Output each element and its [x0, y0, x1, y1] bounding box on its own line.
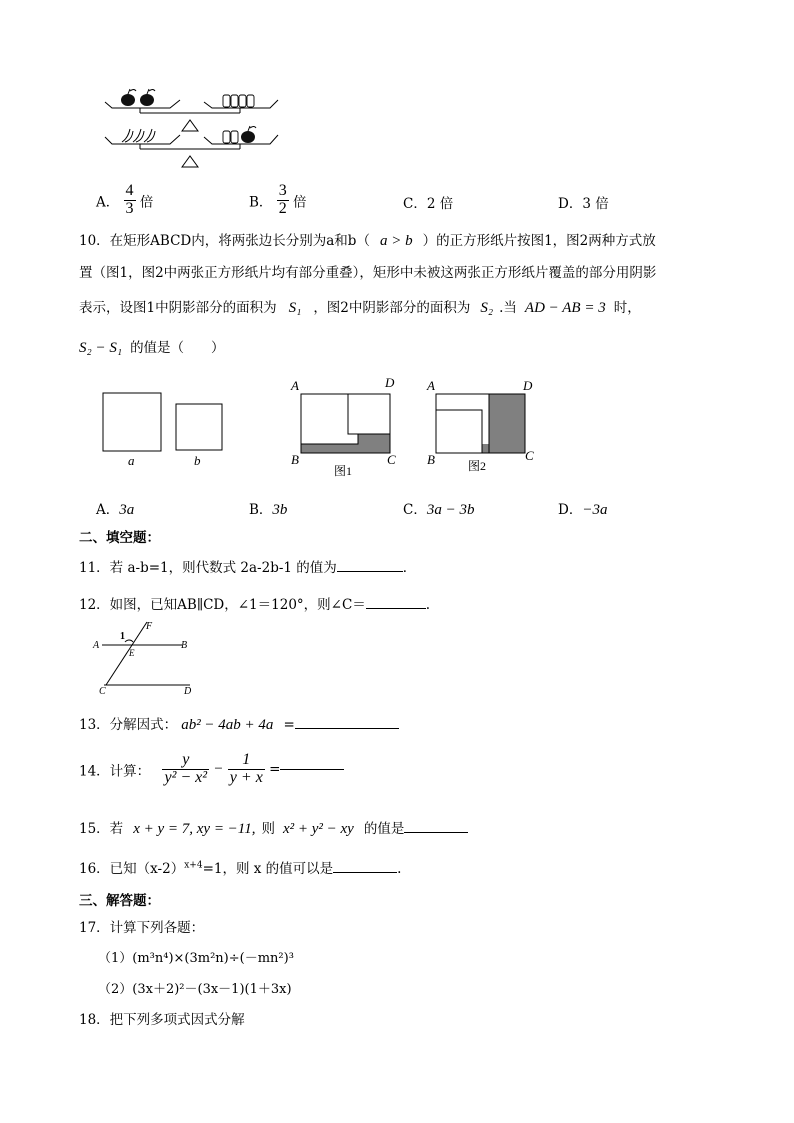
q17-part2: （2）(3x＋2)²－(3x－1)(1＋3x): [98, 982, 292, 997]
q10-line2: 置（图1，图2中两张正方形纸片均有部分重叠），矩形中未被这两张正方形纸片覆盖的部分用阴影: [79, 265, 657, 281]
q11: 11．若 a-b=1，则代数式 2a-2b-1 的值为 ．: [79, 560, 417, 576]
svg-text:B: B: [291, 452, 299, 467]
square-b: [176, 404, 222, 450]
q14-answer-blank[interactable]: [280, 769, 344, 770]
svg-text:E: E: [129, 648, 135, 658]
svg-text:A: A: [93, 640, 100, 651]
cylinder-icons-bottom: [223, 131, 238, 143]
q12-answer-blank[interactable]: [366, 608, 426, 609]
square-b-label: b: [194, 453, 201, 468]
svg-text:C: C: [99, 686, 106, 697]
q12: 12．如图，已知AB∥CD，∠1＝120°，则∠C＝ .: [79, 597, 431, 613]
q10-s2: S₂: [480, 300, 494, 316]
q10-s1: S₁: [288, 300, 302, 316]
q15-condition: x + y = 7, xy = −11,: [133, 821, 256, 837]
q15-answer-blank[interactable]: [404, 832, 468, 833]
figure-1-caption: 图1: [334, 464, 353, 478]
q9-option-a-label: A．: [96, 194, 120, 211]
svg-text:C: C: [387, 452, 396, 467]
q16: 16．已知$(x-2)^{x+4}=1$，则 x 的值可以是 .: [79, 860, 402, 877]
q16-answer-blank[interactable]: [333, 872, 397, 873]
svg-text:C: C: [525, 448, 534, 463]
q10-option-d[interactable]: D．−3a: [558, 502, 608, 518]
section-fill-in-heading: 二、填空题：: [79, 530, 160, 546]
q10-difference: S₂ − S₁: [79, 340, 123, 356]
svg-text:1: 1: [120, 631, 125, 642]
figure-2-shade: [489, 394, 525, 453]
q10-option-c[interactable]: C．3a − 3b: [403, 502, 475, 518]
figure-2: [426, 378, 534, 473]
q9-option-b[interactable]: [249, 183, 307, 218]
q10-line4: S₂ − S₁ 的值是（ ）: [79, 340, 225, 356]
q9-option-b-label: B．: [249, 194, 273, 211]
q9-option-a-unit: 倍: [139, 194, 154, 211]
svg-text:A: A: [291, 378, 299, 393]
q14-fraction-1: $\frac{y}{\text{y² − x²}}$: [164, 751, 208, 786]
q12-figure: [92, 618, 202, 698]
svg-text:D: D: [184, 686, 192, 697]
svg-text:B: B: [181, 640, 188, 651]
svg-text:B: B: [427, 452, 435, 467]
q15: 15．若 x + y = 7, xy = −11, 则 x² + y² − xy 的值是: [79, 817, 468, 838]
q13-expression: ab² − 4ab + 4a: [181, 717, 274, 733]
square-a-label: a: [128, 453, 135, 468]
q14-fraction-2: $\frac{1}{y + x}$: [229, 751, 263, 786]
q18-title: 18．把下列多项式因式分解: [79, 1012, 245, 1028]
q11-answer-blank[interactable]: [337, 571, 403, 572]
figure-1-shade-bottom: [301, 444, 358, 453]
svg-text:A: A: [427, 378, 435, 393]
svg-text:F: F: [146, 621, 153, 632]
q9-option-a-fraction: $\frac{4}{3}$: [125, 182, 134, 217]
svg-text:D: D: [523, 378, 533, 393]
q14: 14．计算： $\frac{y}{\text{y² − x²}}$ − $\frac{1}{y + x}$ =: [79, 752, 344, 787]
q10-condition-2: AD − AB = 3: [524, 300, 606, 316]
q10-line1: 10．在矩形ABCD内，将两张边长分别为a和b（ a > b ）的正方形纸片按图1，图2两种方式放: [79, 233, 656, 249]
q9-option-b-unit: 倍: [293, 194, 307, 211]
q17-part1: （1）(m³n⁴)×(3m²n)÷(－mn²)³: [98, 951, 294, 966]
q9-option-a[interactable]: [96, 183, 153, 218]
q13-answer-blank[interactable]: [295, 728, 399, 729]
cylinder-icons-top: [223, 95, 254, 107]
q10-condition: a > b: [379, 233, 413, 249]
q9-option-c[interactable]: C．2 倍: [403, 196, 454, 212]
q10-line3: 表示，设图1中阴影部分的面积为 S₁ ，图2中阴影部分的面积为 S₂ .当 AD − AB = 3 时，: [79, 300, 641, 316]
q15-expression: x² + y² − xy: [282, 821, 354, 837]
q10-option-b[interactable]: B．3b: [249, 502, 288, 518]
q9-option-d[interactable]: D．3 倍: [558, 196, 609, 212]
q9-option-b-fraction: $\frac{3}{2}$: [278, 182, 287, 217]
apple-icons-top: [121, 89, 155, 106]
q10-figures: [95, 372, 555, 482]
section-solve-heading: 三、解答题：: [79, 893, 160, 909]
q10-option-a[interactable]: A．3a: [96, 502, 135, 518]
q17-title: 17．计算下列各题：: [79, 920, 205, 936]
q13: 13．分解因式： ab² − 4ab + 4a =: [79, 713, 399, 734]
square-a: [103, 393, 161, 451]
banana-icons: [122, 129, 155, 142]
svg-text:D: D: [385, 375, 395, 390]
figure-1: [290, 375, 396, 478]
balance-scale-figure: [100, 85, 290, 175]
apple-icon-bottom: [241, 126, 256, 143]
figure-1-shade-right: [358, 434, 390, 453]
figure-2-shade-gap: [482, 444, 489, 453]
figure-2-caption: 图2: [468, 459, 487, 473]
